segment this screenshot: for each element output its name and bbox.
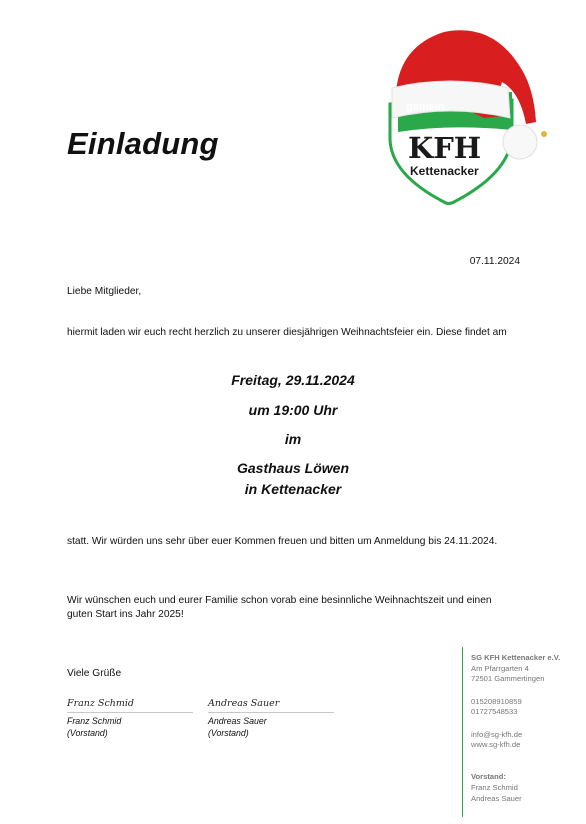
sidebar-board-member-1: Franz Schmid bbox=[471, 783, 518, 792]
sidebar-city: 72501 Gammertingen bbox=[471, 674, 545, 683]
signature-block-2 bbox=[208, 698, 334, 739]
signer-name: Andreas Sauer bbox=[208, 716, 267, 726]
logo-place: Kettenacker bbox=[410, 164, 479, 178]
signature-line bbox=[208, 712, 334, 713]
intro-paragraph: hiermit laden wir euch recht herzlich zu unserer diesjährigen Weihnachtsfeier ein. Diese findet am bbox=[67, 327, 507, 338]
event-location: in Kettenacker bbox=[244, 481, 342, 497]
kfh-logo-graphic bbox=[384, 26, 554, 208]
closing-greeting: Viele Grüße bbox=[67, 668, 122, 679]
logo-top-text: gemein bbox=[406, 101, 445, 113]
salutation: Liebe Mitglieder, bbox=[67, 286, 142, 297]
sidebar-website: www.sg-kfh.de bbox=[471, 740, 521, 749]
logo-name: KFH bbox=[408, 131, 482, 165]
event-venue: Gasthaus Löwen bbox=[236, 460, 350, 476]
sidebar-email: info@sg-kfh.de bbox=[471, 730, 523, 739]
sidebar-org: SG KFH Kettenacker e.V. bbox=[471, 653, 561, 662]
handwritten-signature: Andreas Sauer bbox=[208, 698, 280, 709]
sidebar-street: Am Pfarrgarten 4 bbox=[471, 664, 529, 673]
sidebar-board-label: Vorstand: bbox=[471, 772, 506, 781]
page-title: Einladung bbox=[67, 126, 219, 161]
signer-role: (Vorstand) bbox=[208, 728, 249, 738]
signature-block-1 bbox=[67, 698, 193, 739]
sidebar-board-member-2: Andreas Sauer bbox=[471, 794, 522, 803]
event-date: Freitag, 29.11.2024 bbox=[231, 372, 355, 388]
wishes-paragraph: Wir wünschen euch und eurer Familie schon vorab eine besinnliche Weihnachtszeit und einen guten Start ins Jahr 2025! bbox=[67, 595, 492, 620]
signer-role: (Vorstand) bbox=[67, 728, 108, 738]
signer-name: Franz Schmid bbox=[67, 716, 122, 726]
letter-date: 07.11.2024 bbox=[469, 256, 520, 267]
club-logo bbox=[384, 26, 554, 208]
rsvp-paragraph: statt. Wir würden uns sehr über euer Kommen freuen und bitten um Anmeldung bis 24.11.2024. bbox=[67, 536, 498, 547]
signature-line bbox=[67, 712, 193, 713]
event-preposition: im bbox=[284, 431, 302, 447]
handwritten-signature: Franz Schmid bbox=[67, 698, 135, 709]
sidebar-phone-1: 015208910859 bbox=[471, 697, 522, 706]
event-time: um 19:00 Uhr bbox=[248, 402, 338, 418]
contact-sidebar bbox=[462, 647, 573, 817]
sidebar-phone-2: 01727548533 bbox=[471, 707, 518, 716]
